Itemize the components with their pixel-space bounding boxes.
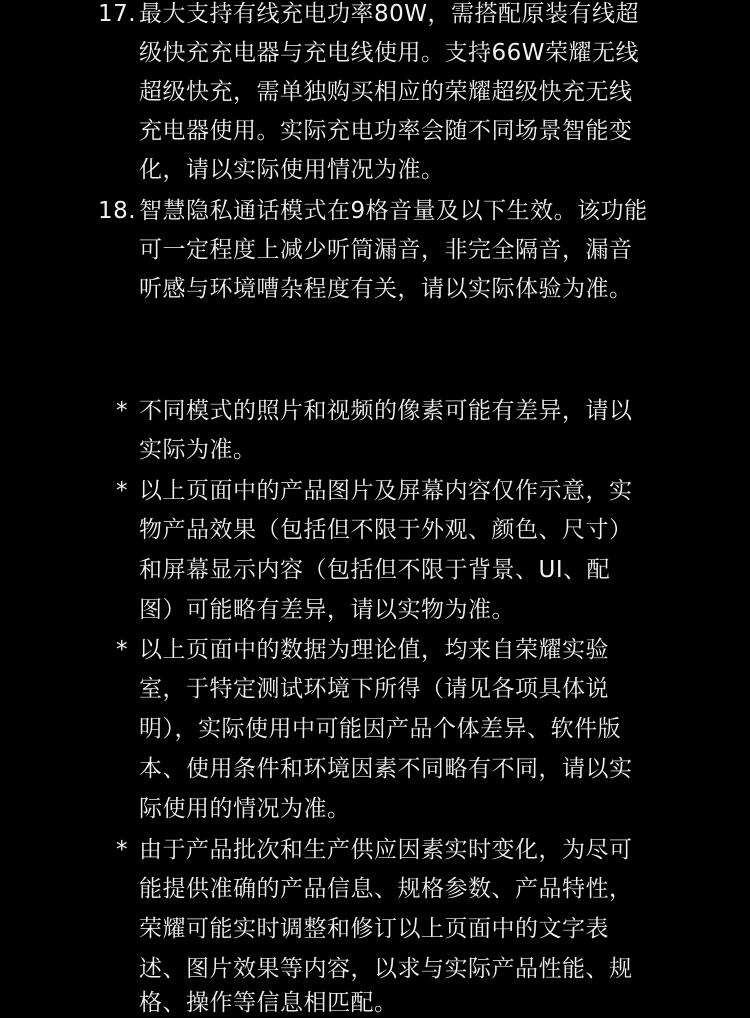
note-line: 智慧隐私通话模式在9格音量及以下生效。该功能 [139, 198, 648, 224]
note-line: 实际为准。 [139, 437, 257, 463]
note-line: 明），实际使用中可能因产品个体差异、软件版 [139, 716, 621, 742]
note-line: 最大支持有线充电功率80W，需搭配原装有线超 [139, 1, 640, 27]
note-line: 室，于特定测试环境下所得（请见各项具体说 [139, 676, 609, 702]
note-line: 不同模式的照片和视频的像素可能有差异，请以 [139, 398, 633, 424]
note-line: 荣耀可能实时调整和修订以上页面中的文字表 [139, 916, 609, 942]
note-number: 17. [98, 1, 137, 27]
asterisk-marker: * [116, 478, 128, 504]
note-number: 18. [98, 198, 137, 224]
note-line: 际使用的情况为准。 [139, 796, 351, 822]
note-line: 述、图片效果等内容，以求与实际产品性能、规 [139, 956, 633, 982]
note-line: 超级快充，需单独购买相应的荣耀超级快充无线 [139, 79, 633, 105]
note-line: 级快充充电器与充电线使用。支持66W荣耀无线 [139, 40, 640, 66]
note-line: 以上页面中的数据为理论值，均来自荣耀实验 [139, 637, 609, 663]
note-line: 本、使用条件和环境因素不同略有不同，请以实 [139, 756, 633, 782]
note-line: 图）可能略有差异，请以实物为准。 [139, 597, 515, 623]
note-line: 充电器使用。实际充电功率会随不同场景智能变 [139, 118, 633, 144]
note-line: 化，请以实际使用情况为准。 [139, 157, 445, 183]
note-line: 可一定程度上减少听筒漏音，非完全隔音，漏音 [139, 237, 633, 263]
note-line: 和屏幕显示内容（包括但不限于背景、UI、配 [139, 557, 611, 583]
note-line: 格、操作等信息相匹配。 [139, 990, 398, 1016]
note-line: 由于产品批次和生产供应因素实时变化，为尽可 [139, 837, 633, 863]
asterisk-marker: * [116, 837, 128, 863]
note-line: 以上页面中的产品图片及屏幕内容仅作示意，实 [139, 478, 633, 504]
asterisk-marker: * [116, 398, 128, 424]
note-line: 能提供准确的产品信息、规格参数、产品特性， [139, 876, 633, 902]
note-line: 听感与环境嘈杂程度有关，请以实际体验为准。 [139, 276, 633, 302]
asterisk-marker: * [116, 637, 128, 663]
note-line: 物产品效果（包括但不限于外观、颜色、尺寸） [139, 517, 633, 543]
